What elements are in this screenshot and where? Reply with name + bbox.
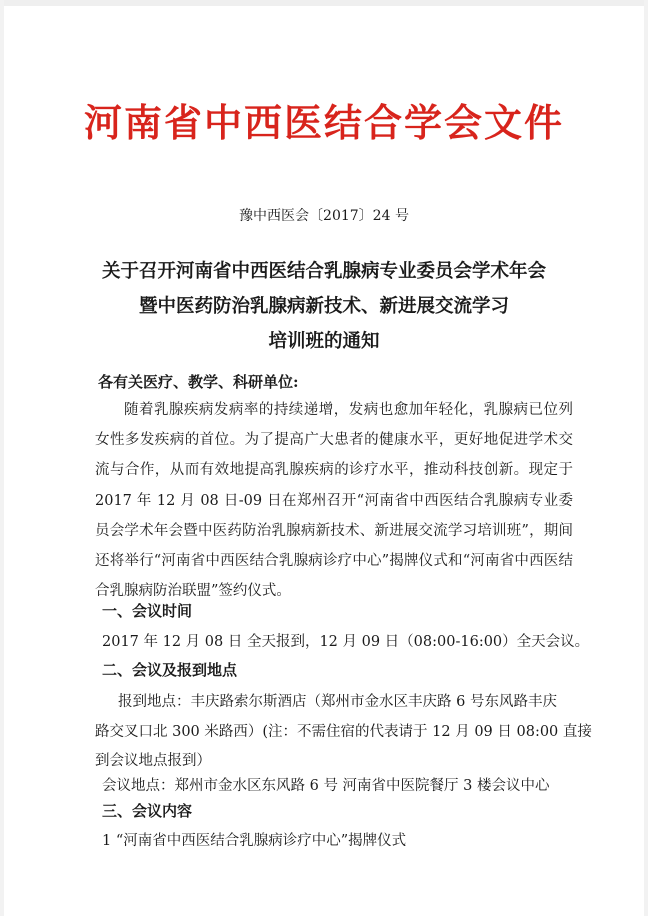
section-heading-content: 三、会议内容 (102, 802, 193, 820)
venue-line: 会议地点：郑州市金水区东风路 6 号 河南省中医院餐厅 3 楼会议中心 (102, 778, 550, 794)
checkin-line-2: 路交叉口北 300 米路西）(注：不需住宿的代表请于 12 月 09 日 08:00 直接 (95, 724, 592, 740)
addressee: 各有关医疗、教学、科研单位: (98, 373, 299, 391)
intro-paragraph: 随着乳腺疾病发病率的持续递增，发病也愈加年轻化，乳腺病已位列女性多发疾病的首位。为了提高广大患者的健康水平，更好地促进学术交流与合作，从而有效地提高乳腺疾病的诊疗水平，推动科技创新。现定于 2017 年 12 月 08 日-09 日在郑州召开“河南省中西医结合乳腺病专业委员会学术年会暨中医药防治乳腺病新技术、新进展交流学习培训班”，期间还将举行“河南省中西医结合乳腺病诊疗中心”揭牌仪式和“河南省中西医结合乳腺病防治联盟”签约仪式。 (95, 402, 573, 600)
notice-title-line3: 培训班的通知 (268, 331, 380, 352)
checkin-line-3: 到会议地点报到） (95, 753, 211, 769)
document-number: 豫中西医会〔2017〕24 号 (239, 208, 409, 224)
scan-edge (0, 0, 648, 6)
notice-title (0, 254, 648, 359)
notice-title-line1: 关于召开河南省中西医结合乳腺病专业委员会学术年会 (101, 261, 546, 282)
section-heading-time: 一、会议时间 (102, 602, 193, 620)
checkin-line-1: 报到地点：丰庆路索尔斯酒店（郑州市金水区丰庆路 6 号东风路丰庆 (118, 694, 557, 710)
content-item-1: 1 “河南省中西医结合乳腺病诊疗中心”揭牌仪式 (102, 833, 407, 849)
meeting-time-text: 2017 年 12 月 08 日 全天报到，12 月 09 日（08:00-16:00）全天会议。 (102, 634, 590, 650)
org-title: 河南省中西医结合学会文件 (83, 100, 564, 145)
notice-title-line2: 暨中医药防治乳腺病新技术、新进展交流学习 (138, 296, 509, 317)
section-heading-location: 二、会议及报到地点 (102, 661, 238, 679)
